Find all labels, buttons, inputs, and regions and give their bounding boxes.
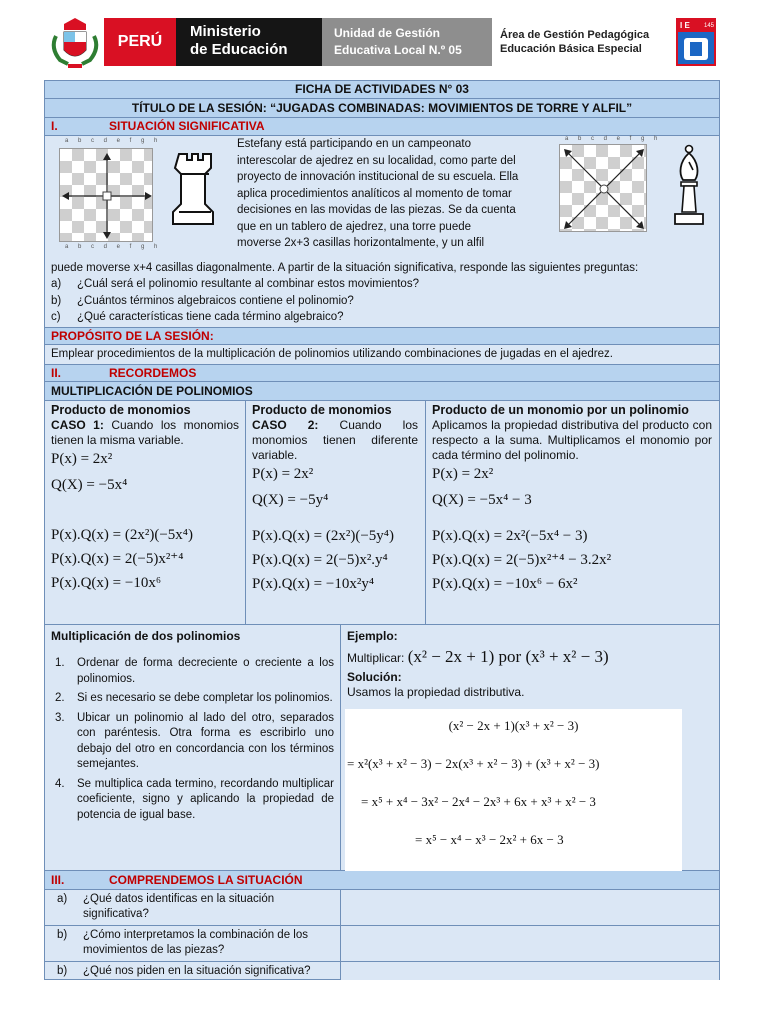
case-description: Cuando los monomios tienen la misma variable. [51,418,239,447]
comprehension-row [45,926,719,962]
section-title: RECORDEMOS [109,366,197,380]
comprehension-row [45,890,719,926]
comprehension-row [45,962,719,980]
section-number: II. [51,366,62,380]
bishop-piece-icon [671,144,707,228]
case-definition-q: Q(X) = −5y⁴ [252,492,329,508]
step-item [55,691,334,707]
step-list [51,656,334,823]
peru-label: PERÚ [104,18,176,66]
question-label: b) [57,965,68,977]
case-2-column [246,401,424,624]
question-label: a) [51,278,62,290]
solution-box [345,709,682,875]
solution-step: (x² − 2x + 1)(x³ + x² − 3) [448,718,579,733]
question-label: a) [57,893,68,905]
bishop-move-arrows-icon [560,145,648,233]
step-number: 2. [55,692,65,704]
step-item [55,777,334,824]
step-text: Ubicar un polinomio al lado del otro, separados con paréntesis. Otra forma es escribirlo uno debajo del otro en concordancia con los términos semejantes. [77,711,334,770]
question-text: ¿Cómo interpretamos la combinación de los movimientos de las piezas? [83,929,308,956]
ministry-label [176,18,322,66]
school-logo [676,18,716,66]
story-line: que en un tablero de ajedrez, una torre puede [237,220,472,233]
case-step: P(x).Q(x) = (2x²)(−5x⁴) [51,527,194,543]
answer-cell[interactable] [340,962,719,980]
case-label: CASO 1: [51,418,104,432]
question-text: ¿Cuántos términos algebraicos contiene el polinomio? [77,294,354,307]
comprehension-question [45,926,340,961]
story-line: moverse 2x+3 casillas horizontalmente, y un alfil [237,237,485,249]
case-label: CASO 2: [252,418,319,432]
case-definition-q: Q(X) = −5x⁴ − 3 [432,492,532,508]
story-line: decisiones en las movidas de las piezas. Se da cuenta [237,204,516,216]
story-line: interescolar de ajedrez en su localidad, como parte del [237,154,516,167]
multiply-label: Multiplicar: [347,651,405,665]
school-logo-letters: I E [678,20,714,32]
situation-block [45,136,719,328]
book-icon [684,38,708,60]
story-line: proyecto de innovación institucional de su escuela. Ella [237,171,519,183]
ugel-line-1: Unidad de Gestión [334,26,441,40]
case-step: P(x).Q(x) = −10x⁶ [51,575,162,591]
case-definition-p: P(x) = 2x² [432,466,494,482]
two-polynomials-heading: Multiplicación de dos polinomios [51,629,241,643]
rook-board-files-bottom: a b c d e f g h [65,244,162,250]
case-definition-p: P(x) = 2x² [252,466,314,482]
worksheet-title: FICHA DE ACTIVIDADES N° 03 [45,81,719,99]
question-label: b) [51,294,62,307]
area-line-2: Educación Básica Especial [500,43,642,55]
case-heading: Producto de un monomio por un polinomio [432,403,689,417]
solution-step: = x²(x³ + x² − 3) − 2x(x³ + x² − 3) + (x³ + x² − 3) [347,756,600,771]
comprehension-question [45,962,340,980]
case-step: P(x).Q(x) = 2(−5)x².y⁴ [252,552,388,568]
section-1-heading [45,118,719,136]
step-number: 4. [55,777,65,790]
story-text [231,136,547,252]
step-text: Si es necesario se debe completar los polinomios. [77,692,333,704]
step-number: 3. [55,711,65,724]
page-header [0,0,768,80]
section-title: SITUACIÓN SIGNIFICATIVA [109,119,265,133]
case-definition-q: Q(X) = −5x⁴ [51,477,128,493]
ugel-line-2: Educativa Local N.º 05 [334,43,462,57]
monomial-cases [45,401,719,625]
step-number: 1. [55,657,65,669]
ministry-line-2: de Educación [190,41,288,58]
case-heading: Producto de monomios [51,403,191,417]
question-text: ¿Qué nos piden en la situación significativa? [83,965,311,977]
answer-cell[interactable] [340,926,719,961]
case-description: Aplicamos la propiedad distributiva del producto con respecto a la suma. Multiplicamos el monomio por cada término del polinomio. [432,418,712,462]
story-line: Estefany está participando en un campeonato [237,138,471,150]
case-3-column [426,401,718,624]
area-label [500,28,649,56]
step-item [55,711,334,773]
question-label: b) [57,929,68,941]
comprehension-question [45,890,340,925]
purpose-heading: PROPÓSITO DE LA SESIÓN: [45,328,719,345]
rook-board-files-top: a b c d e f g h [65,138,162,144]
case-heading: Producto de monomios [252,403,392,417]
two-polynomials-block [45,625,719,871]
bishop-chessboard [559,144,647,232]
case-step: P(x).Q(x) = (2x²)(−5y⁴) [252,528,395,544]
case-step: P(x).Q(x) = 2(−5)x²⁺⁴ − 3.2x² [432,552,612,568]
solution-label: Solución: [347,670,402,684]
question-text: ¿Qué datos identificas en la situación significativa? [83,893,275,920]
solution-step: = x⁵ + x⁴ − 3x² − 2x⁴ − 2x³ + 6x + x³ + x² − 3 [361,794,596,809]
case-1-column [45,401,245,624]
question-text: ¿Cuál será el polinomio resultante al combinar estos movimientos? [77,278,419,290]
purpose-text: Emplear procedimientos de la multiplicación de polinomios utilizando combinaciones de jugadas en el ajedrez. [45,345,719,365]
section-number: I. [51,119,58,133]
solution-text: Usamos la propiedad distributiva. [347,685,525,699]
question-item [51,309,713,326]
question-text: ¿Qué características tiene cada término algebraico? [77,311,344,323]
story-line: aplica procedimientos analíticos al momento de tomar [237,187,512,200]
session-title: TÍTULO DE LA SESIÓN: “JUGADAS COMBINADAS: MOVIMIENTOS DE TORRE Y ALFIL” [45,99,719,118]
solution-step: = x⁵ − x⁴ − x³ − 2x² + 6x − 3 [415,832,564,847]
section-3-heading [45,871,719,890]
rook-move-arrows-icon [60,149,154,243]
section-title: COMPRENDEMOS LA SITUACIÓN [109,873,303,887]
example-expression: (x² − 2x + 1) por (x³ + x² − 3) [407,647,609,666]
question-item [51,293,713,310]
subsection-heading: MULTIPLICACIÓN DE POLINOMIOS [45,382,719,401]
section-number: III. [51,873,65,887]
case-step: P(x).Q(x) = 2(−5)x²⁺⁴ [51,551,184,567]
ugel-label [322,18,492,66]
case-step: P(x).Q(x) = −10x⁶ − 6x² [432,576,578,592]
coat-of-arms-icon [46,14,104,70]
two-polynomials-steps [45,625,340,870]
rook-chessboard [59,148,153,242]
area-line-1: Área de Gestión Pedagógica [500,29,650,41]
case-description: Cuando los monomios tienen diferente variable. [252,418,418,462]
answer-cell[interactable] [340,890,719,925]
step-item [55,656,334,687]
rook-piece-icon [171,150,219,230]
case-step: P(x).Q(x) = 2x²(−5x⁴ − 3) [432,528,588,544]
step-text: Ordenar de forma decreciente o creciente a los polinomios. [77,657,334,685]
school-logo-number: 145 [703,23,714,29]
worksheet [44,80,720,980]
example-label: Ejemplo: [347,629,398,643]
story-tail: puede moverse x+4 casillas diagonalmente. A partir de la situación significativa, responde las siguientes preguntas: [51,262,639,274]
case-step: P(x).Q(x) = −10x²y⁴ [252,576,375,592]
case-definition-p: P(x) = 2x² [51,451,113,467]
step-text: Se multiplica cada termino, recordando multiplicar coeficiente, signo y aplicando la propiedad de potencia de igual base. [77,777,334,821]
question-item [51,276,713,293]
section-2-heading [45,365,719,382]
question-label: c) [51,311,61,323]
bishop-board-files-top: a b c d e f g h [565,136,662,142]
ministry-line-1: Ministerio [190,23,261,40]
situation-questions [45,276,719,326]
